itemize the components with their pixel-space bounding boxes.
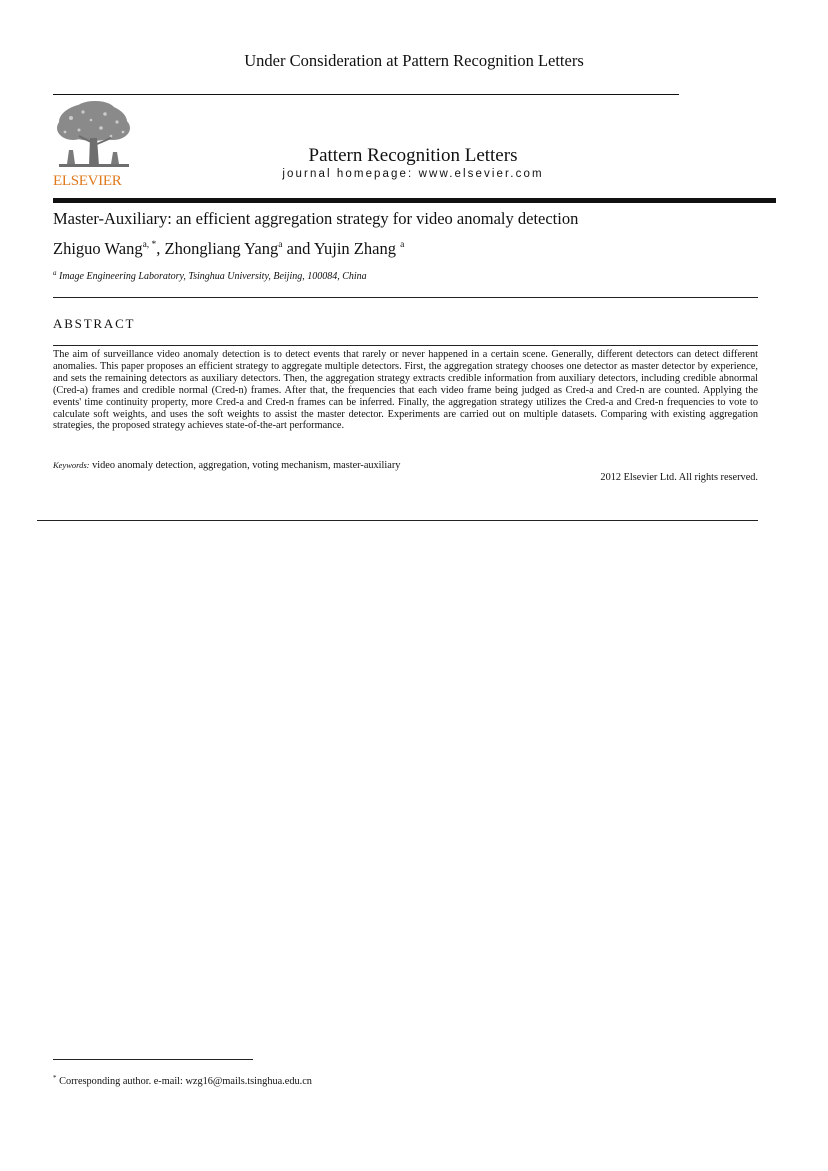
- affiliation-mark: a: [53, 269, 57, 277]
- journal-title: Pattern Recognition Letters: [308, 145, 518, 166]
- footnote-rule: [53, 1059, 253, 1060]
- top-rule: [53, 94, 679, 95]
- footnote-mark: *: [53, 1074, 57, 1082]
- author-separator: and: [282, 239, 314, 258]
- header-thick-rule: [53, 198, 776, 203]
- author-mark: a, *: [142, 240, 157, 250]
- section-rule: [53, 297, 758, 298]
- section-rule: [53, 345, 758, 346]
- elsevier-logo: [53, 100, 135, 190]
- author-separator: ,: [156, 239, 165, 258]
- abstract-body: The aim of surveillance video anomaly detection is to detect events that rarely or never happened in a certain scene. Generally, different detectors can detect different anomalies. This paper proposes an efficient strategy to aggregate multiple detectors. First, the aggregation strategy chooses one detector as master detector by experience, and sets the remaining detectors as auxiliary detectors. Then, the aggregation strategy extracts credible information from auxiliary detectors, including credible abnormal (Cred-a) frames and credible normal (Cred-n) frames. After that, the frequencies that each video frame being judged as Cred-a and Cred-n are counted. Applying the events' time continuity property, more Cred-a and Cred-n frames can be inferred. Finally, the aggregation strategy utilizes the Cred-a and Cred-n frequencies to vote to calculate soft weights, and uses the soft weights to assist the master detector. Experiments are carried out on multiple datasets. Comparing with existing aggregation strategies, the proposed strategy achieves state-of-the-art performance.: [53, 349, 758, 432]
- section-rule: [37, 520, 758, 521]
- footnote: [53, 1075, 773, 1089]
- paper-title: Master-Auxiliary: an efficient aggregation strategy for video anomaly detection: [53, 209, 579, 228]
- elsevier-wordmark: ELSEVIER: [53, 173, 122, 189]
- abstract-heading: ABSTRACT: [53, 316, 136, 331]
- affiliation-text: Image Engineering Laboratory, Tsinghua University, Beijing, 100084, China: [59, 271, 367, 282]
- keywords-text: video anomaly detection, aggregation, voting mechanism, master-auxiliary: [92, 460, 401, 471]
- author-mark: a: [278, 240, 283, 250]
- keywords: [53, 459, 758, 472]
- affiliation: [53, 270, 773, 284]
- keywords-label: Keywords:: [53, 460, 90, 470]
- author-name: Yujin Zhang: [313, 239, 401, 258]
- footnote-text: Corresponding author. e-mail: wzg16@mails.tsinghua.edu.cn: [59, 1076, 312, 1087]
- author-list: [53, 238, 773, 260]
- author-name: Zhongliang Yang: [164, 239, 279, 258]
- author-name: Zhiguo Wang: [53, 239, 143, 258]
- copyright-notice: 2012 Elsevier Ltd. All rights reserved.: [600, 472, 758, 483]
- author-mark: a: [400, 240, 405, 250]
- tree-icon: [53, 100, 135, 172]
- running-head: Under Consideration at Pattern Recognition Letters: [244, 51, 584, 70]
- journal-homepage[interactable]: journal homepage: www.elsevier.com: [282, 168, 544, 180]
